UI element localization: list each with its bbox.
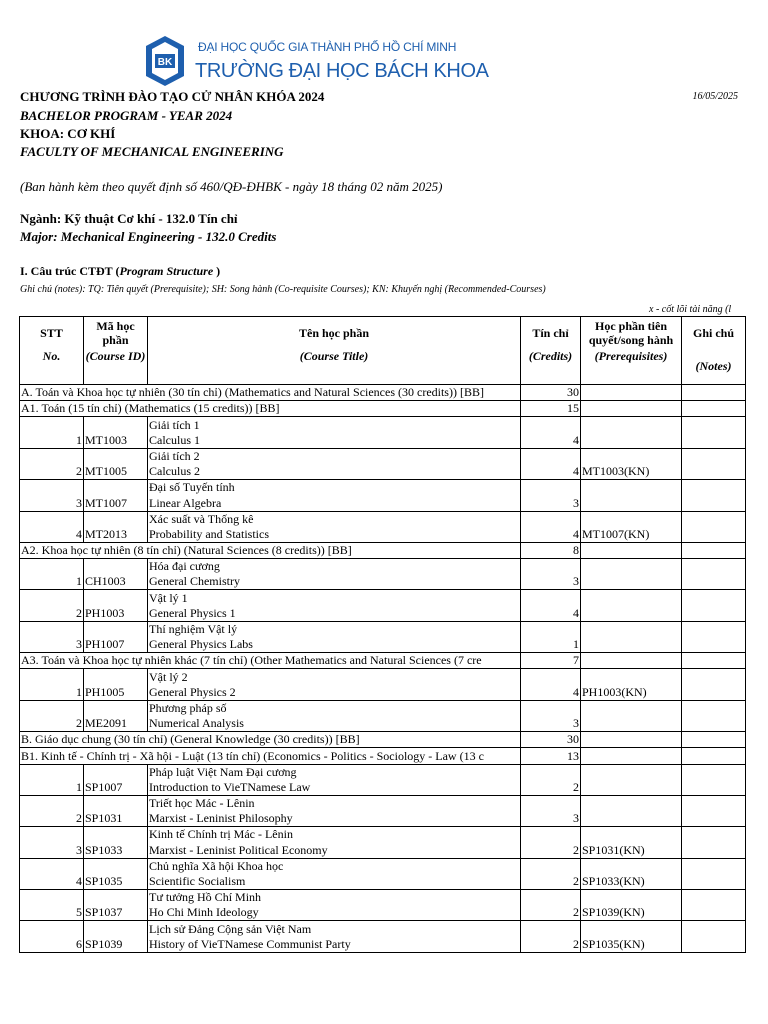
- course-row: [20, 590, 746, 606]
- course-credits: 2: [521, 827, 581, 858]
- course-prereq: MT1007(KN): [581, 511, 682, 542]
- group-row: [20, 748, 746, 764]
- group-title: A. Toán và Khoa học tự nhiên (30 tín chỉ) (Mathematics and Natural Sciences (30 credits)) [BB]: [20, 385, 521, 401]
- course-number: 1: [20, 764, 84, 795]
- university-logo: [146, 36, 184, 86]
- course-code: ME2091: [84, 700, 148, 731]
- course-code: PH1003: [84, 590, 148, 621]
- course-title-vi: Lịch sử Đảng Cộng sản Việt Nam: [148, 921, 521, 937]
- course-number: 1: [20, 417, 84, 448]
- course-title-vi: Chủ nghĩa Xã hội Khoa học: [148, 858, 521, 874]
- course-credits: 4: [521, 590, 581, 621]
- course-title-vi: Giải tích 2: [148, 448, 521, 464]
- course-title-vi: Pháp luật Việt Nam Đại cương: [148, 764, 521, 780]
- notes-cell: [682, 653, 746, 669]
- course-title-vi: Giải tích 1: [148, 417, 521, 433]
- col-stt-en: No.: [20, 349, 84, 385]
- section-title: I. Câu trúc CTĐT (Program Structure ): [20, 264, 221, 278]
- course-row: [20, 764, 746, 780]
- course-code: SP1033: [84, 827, 148, 858]
- course-notes: [682, 480, 746, 511]
- group-credits: 15: [521, 401, 581, 417]
- course-row: [20, 511, 746, 527]
- course-prereq: [581, 480, 682, 511]
- course-number: 3: [20, 480, 84, 511]
- group-title: A2. Khoa học tự nhiên (8 tín chỉ) (Natural Sciences (8 credits)) [BB]: [20, 542, 521, 558]
- course-row: [20, 921, 746, 937]
- course-code: PH1007: [84, 621, 148, 652]
- course-title-en: Ho Chi Minh Ideology: [148, 905, 521, 921]
- course-title-vi: Kinh tế Chính trị Mác - Lênin: [148, 827, 521, 843]
- course-credits: 2: [521, 858, 581, 889]
- course-title-vi: Phương pháp số: [148, 700, 521, 716]
- course-number: 4: [20, 858, 84, 889]
- prereq-cell: [581, 653, 682, 669]
- course-credits: 4: [521, 448, 581, 479]
- course-title-en: Probability and Statistics: [148, 527, 521, 543]
- course-code: MT1003: [84, 417, 148, 448]
- group-credits: 30: [521, 385, 581, 401]
- group-row: [20, 385, 746, 401]
- course-notes: [682, 700, 746, 731]
- course-title-en: History of VieTNamese Communist Party: [148, 937, 521, 953]
- course-notes: [682, 590, 746, 621]
- course-prereq: MT1003(KN): [581, 448, 682, 479]
- course-prereq: SP1033(KN): [581, 858, 682, 889]
- course-number: 5: [20, 890, 84, 921]
- course-title-en: General Physics Labs: [148, 637, 521, 653]
- program-title-vi: CHƯƠNG TRÌNH ĐÀO TẠO CỬ NHÂN KHÓA 2024: [20, 89, 325, 104]
- course-title-vi: Hóa đại cương: [148, 559, 521, 575]
- notes-cell: [682, 732, 746, 748]
- course-notes: [682, 417, 746, 448]
- course-notes: [682, 921, 746, 952]
- prereq-cell: [581, 401, 682, 417]
- course-credits: 1: [521, 621, 581, 652]
- notes-cell: [682, 385, 746, 401]
- course-number: 3: [20, 827, 84, 858]
- course-title-vi: Thí nghiệm Vật lý: [148, 621, 521, 637]
- course-number: 4: [20, 511, 84, 542]
- course-credits: 2: [521, 890, 581, 921]
- prereq-cell: [581, 542, 682, 558]
- group-credits: 13: [521, 748, 581, 764]
- course-prereq: [581, 621, 682, 652]
- course-code: SP1037: [84, 890, 148, 921]
- group-credits: 7: [521, 653, 581, 669]
- course-title-en: General Physics 1: [148, 606, 521, 622]
- course-row: [20, 559, 746, 575]
- course-number: 1: [20, 559, 84, 590]
- faculty-vi: KHOA: CƠ KHÍ: [20, 126, 116, 141]
- course-title-en: Numerical Analysis: [148, 716, 521, 732]
- course-code: MT1005: [84, 448, 148, 479]
- decree-line: (Ban hành kèm theo quyết định số 460/QĐ-ĐHBK - ngày 18 tháng 02 năm 2025): [20, 179, 443, 194]
- prereq-cell: [581, 748, 682, 764]
- course-credits: 4: [521, 669, 581, 700]
- course-credits: 2: [521, 764, 581, 795]
- course-prereq: SP1031(KN): [581, 827, 682, 858]
- col-notes: Ghi chú: [682, 317, 746, 349]
- course-title-en: Scientific Socialism: [148, 874, 521, 890]
- course-code: SP1035: [84, 858, 148, 889]
- prereq-cell: [581, 732, 682, 748]
- course-number: 2: [20, 700, 84, 731]
- group-title: B1. Kinh tế - Chính trị - Xã hội - Luật (13 tín chỉ) (Economics - Politics - Sociology - Law (13 c: [20, 748, 521, 764]
- group-title: A3. Toán và Khoa học tự nhiên khác (7 tín chỉ) (Other Mathematics and Natural Sciences (7 cre: [20, 653, 521, 669]
- course-code: SP1031: [84, 795, 148, 826]
- course-number: 2: [20, 448, 84, 479]
- faculty-en: FACULTY OF MECHANICAL ENGINEERING: [20, 144, 284, 159]
- course-title-en: Calculus 2: [148, 464, 521, 480]
- group-row: [20, 542, 746, 558]
- legend-note: x - cốt lõi tài năng (l: [649, 304, 732, 315]
- course-notes: [682, 621, 746, 652]
- course-title-vi: Vật lý 2: [148, 669, 521, 685]
- course-notes: [682, 858, 746, 889]
- course-code: CH1003: [84, 559, 148, 590]
- course-number: 2: [20, 590, 84, 621]
- program-title-en: BACHELOR PROGRAM - YEAR 2024: [20, 108, 233, 123]
- course-notes: [682, 511, 746, 542]
- course-title-vi: Triết học Mác - Lênin: [148, 795, 521, 811]
- course-code: MT2013: [84, 511, 148, 542]
- course-title-vi: Xác suất và Thống kê: [148, 511, 521, 527]
- course-credits: 3: [521, 480, 581, 511]
- course-title-en: Marxist - Leninist Philosophy: [148, 811, 521, 827]
- course-credits: 3: [521, 795, 581, 826]
- course-row: [20, 669, 746, 685]
- course-row: [20, 795, 746, 811]
- col-code-en: (Course ID): [84, 349, 148, 385]
- major-vi: Ngành: Kỹ thuật Cơ khí - 132.0 Tín chỉ: [20, 211, 238, 226]
- col-prereq-en: (Prerequisites): [581, 349, 682, 385]
- course-row: [20, 480, 746, 496]
- course-title-en: Introduction to VieTNamese Law: [148, 780, 521, 796]
- course-notes: [682, 448, 746, 479]
- notes-cell: [682, 542, 746, 558]
- course-number: 2: [20, 795, 84, 826]
- course-notes: [682, 795, 746, 826]
- course-prereq: PH1003(KN): [581, 669, 682, 700]
- course-title-en: Calculus 1: [148, 433, 521, 449]
- course-prereq: [581, 417, 682, 448]
- group-title: B. Giáo dục chung (30 tín chỉ) (General Knowledge (30 credits)) [BB]: [20, 732, 521, 748]
- course-credits: 3: [521, 700, 581, 731]
- course-row: [20, 858, 746, 874]
- col-title-en: (Course Title): [148, 349, 521, 385]
- prereq-cell: [581, 385, 682, 401]
- group-title: A1. Toán (15 tín chỉ) (Mathematics (15 credits)) [BB]: [20, 401, 521, 417]
- course-title-vi: Đại số Tuyến tính: [148, 480, 521, 496]
- group-row: [20, 732, 746, 748]
- col-title: Tên học phần: [148, 317, 521, 349]
- course-number: 3: [20, 621, 84, 652]
- course-notes: [682, 827, 746, 858]
- course-prereq: [581, 559, 682, 590]
- school-name: TRƯỜNG ĐẠI HỌC BÁCH KHOA: [195, 60, 489, 82]
- col-stt: STT: [20, 317, 84, 349]
- course-number: 1: [20, 669, 84, 700]
- course-title-vi: Tư tưởng Hồ Chí Minh: [148, 890, 521, 906]
- group-credits: 8: [521, 542, 581, 558]
- course-row: [20, 621, 746, 637]
- course-prereq: [581, 590, 682, 621]
- course-notes: [682, 559, 746, 590]
- course-row: [20, 700, 746, 716]
- course-credits: 3: [521, 559, 581, 590]
- col-credits: Tín chỉ: [521, 317, 581, 349]
- notes-cell: [682, 748, 746, 764]
- course-prereq: SP1035(KN): [581, 921, 682, 952]
- major-en: Major: Mechanical Engineering - 132.0 Credits: [20, 229, 277, 244]
- course-title-vi: Vật lý 1: [148, 590, 521, 606]
- col-prereq: Học phần tiên quyết/song hành: [581, 317, 682, 349]
- course-credits: 4: [521, 511, 581, 542]
- university-line: ĐẠI HỌC QUỐC GIA THÀNH PHỐ HỒ CHÍ MINH: [198, 40, 457, 54]
- course-prereq: [581, 795, 682, 826]
- course-code: SP1039: [84, 921, 148, 952]
- course-row: [20, 448, 746, 464]
- course-prereq: SP1039(KN): [581, 890, 682, 921]
- col-notes-en: (Notes): [682, 349, 746, 385]
- table-body: [20, 385, 746, 953]
- group-row: [20, 653, 746, 669]
- course-title-en: General Physics 2: [148, 685, 521, 701]
- document-date: 16/05/2025: [692, 91, 738, 102]
- logo-text: BK: [157, 57, 173, 68]
- course-prereq: [581, 764, 682, 795]
- course-number: 6: [20, 921, 84, 952]
- course-credits: 2: [521, 921, 581, 952]
- course-row: [20, 827, 746, 843]
- group-credits: 30: [521, 732, 581, 748]
- course-credits: 4: [521, 417, 581, 448]
- course-notes: [682, 669, 746, 700]
- course-prereq: [581, 700, 682, 731]
- course-row: [20, 417, 746, 433]
- group-row: [20, 401, 746, 417]
- col-code: Mã học phần: [84, 317, 148, 349]
- course-code: PH1005: [84, 669, 148, 700]
- course-notes: [682, 764, 746, 795]
- course-notes: [682, 890, 746, 921]
- course-title-en: Marxist - Leninist Political Economy: [148, 842, 521, 858]
- course-title-en: General Chemistry: [148, 574, 521, 590]
- col-credits-en: (Credits): [521, 349, 581, 385]
- course-code: MT1007: [84, 480, 148, 511]
- curriculum-table: [19, 316, 746, 953]
- notes-line: Ghi chú (notes): TQ: Tiên quyết (Prerequisite); SH: Song hành (Co-requisite Courses); KN: Khuyến nghị (Recommended-Courses): [20, 284, 546, 295]
- course-code: SP1007: [84, 764, 148, 795]
- course-title-en: Linear Algebra: [148, 495, 521, 511]
- course-row: [20, 890, 746, 906]
- notes-cell: [682, 401, 746, 417]
